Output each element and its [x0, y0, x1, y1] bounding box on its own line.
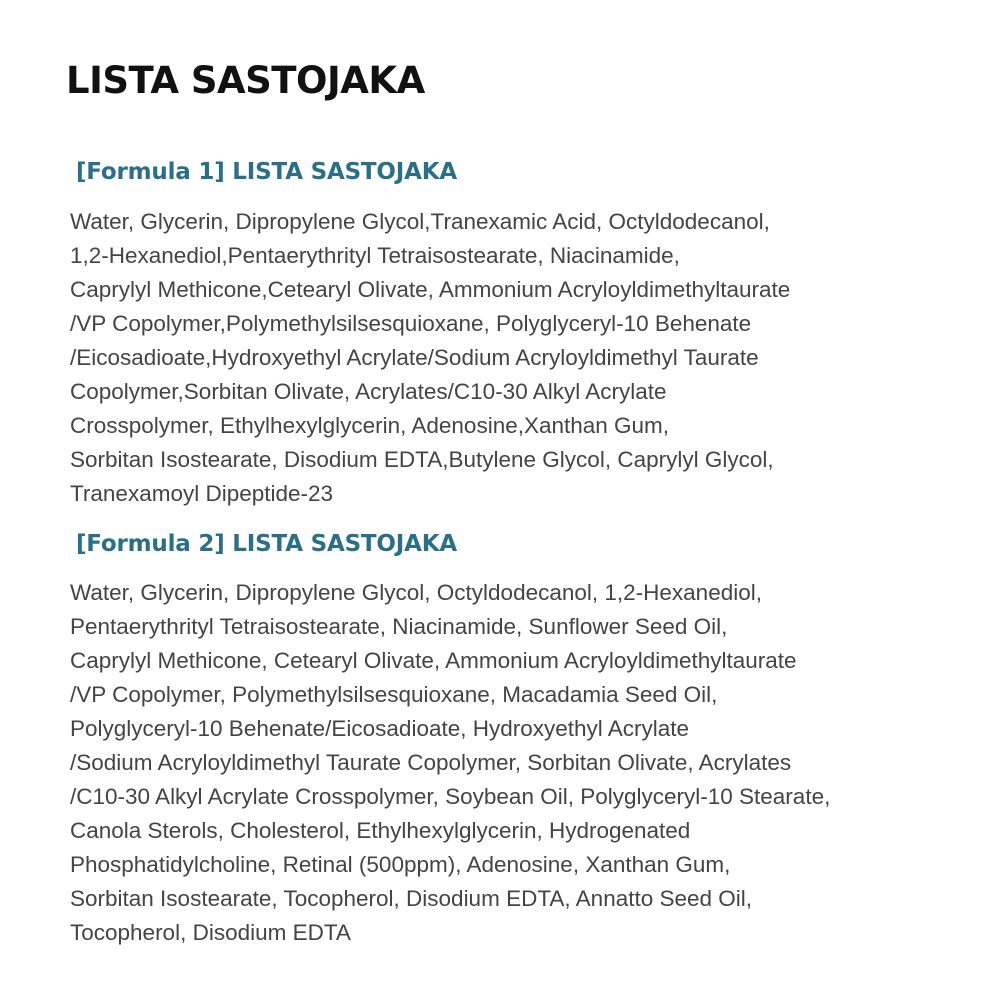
formula-2-ingredients [70, 576, 830, 950]
ingredient-line: Canola Sterols, Cholesterol, Ethylhexylglycerin, Hydrogenated [70, 818, 691, 843]
ingredient-line: 1,2-Hexanediol,Pentaerythrityl Tetraisostearate, Niacinamide, [70, 243, 680, 268]
ingredient-line: Tranexamoyl Dipeptide-23 [70, 481, 334, 506]
formula-2-heading: [Formula 2] LISTA SASTOJAKA [76, 531, 457, 557]
ingredient-line: Caprylyl Methicone, Cetearyl Olivate, Ammonium Acryloyldimethyltaurate [70, 648, 797, 673]
page-title: LISTA SASTOJAKA [66, 59, 425, 102]
ingredient-line: Water, Glycerin, Dipropylene Glycol, Octyldodecanol, 1,2-Hexanediol, [70, 580, 762, 605]
formula-1-ingredients [70, 205, 790, 511]
ingredient-line: Tocopherol, Disodium EDTA [70, 920, 351, 945]
ingredient-line: /VP Copolymer,Polymethylsilsesquioxane, Polyglyceryl-10 Behenate [70, 311, 752, 336]
ingredient-line: Sorbitan Isostearate, Disodium EDTA,Butylene Glycol, Caprylyl Glycol, [70, 447, 774, 472]
ingredient-line: Water, Glycerin, Dipropylene Glycol,Tranexamic Acid, Octyldodecanol, [70, 209, 770, 234]
ingredient-line: Sorbitan Isostearate, Tocopherol, Disodium EDTA, Annatto Seed Oil, [70, 886, 753, 911]
ingredient-line: Pentaerythrityl Tetraisostearate, Niacinamide, Sunflower Seed Oil, [70, 614, 728, 639]
ingredient-line: /C10-30 Alkyl Acrylate Crosspolymer, Soybean Oil, Polyglyceryl-10 Stearate, [70, 784, 831, 809]
ingredient-line: /VP Copolymer, Polymethylsilsesquioxane, Macadamia Seed Oil, [70, 682, 718, 707]
ingredient-line: /Eicosadioate,Hydroxyethyl Acrylate/Sodium Acryloyldimethyl Taurate [70, 345, 759, 370]
ingredient-line: /Sodium Acryloyldimethyl Taurate Copolymer, Sorbitan Olivate, Acrylates [70, 750, 792, 775]
ingredient-line: Caprylyl Methicone,Cetearyl Olivate, Ammonium Acryloyldimethyltaurate [70, 277, 791, 302]
ingredient-line: Polyglyceryl-10 Behenate/Eicosadioate, Hydroxyethyl Acrylate [70, 716, 690, 741]
formula-1-heading: [Formula 1] LISTA SASTOJAKA [76, 159, 457, 185]
ingredient-line: Copolymer,Sorbitan Olivate, Acrylates/C10-30 Alkyl Acrylate [70, 379, 667, 404]
ingredient-line: Phosphatidylcholine, Retinal (500ppm), Adenosine, Xanthan Gum, [70, 852, 731, 877]
ingredient-line: Crosspolymer, Ethylhexylglycerin, Adenosine,Xanthan Gum, [70, 413, 670, 438]
